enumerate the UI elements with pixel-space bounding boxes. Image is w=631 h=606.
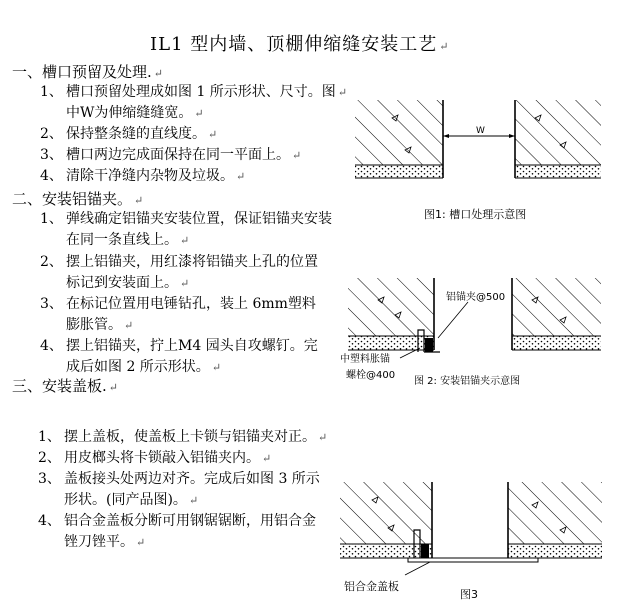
section-heading-1: 一、槽口预留及处理. ↵ bbox=[12, 63, 163, 81]
figure-1 bbox=[355, 100, 601, 178]
list-item: 2、 用皮榔头将卡锁敲入铝锚夹内。 ↵ bbox=[38, 450, 272, 466]
list-item: 3、 槽口两边完成面保持在同一平面上。 ↵ bbox=[40, 147, 302, 163]
list-item: 3、 在标记位置用电锤钻孔，装上 6mm塑料 膨胀管。 ↵ bbox=[40, 296, 316, 333]
cover-plate bbox=[408, 558, 538, 562]
cover-label: 铝合金盖板 bbox=[344, 580, 399, 593]
anchor-clip bbox=[425, 338, 433, 352]
list-item: 4、 清除干净缝内杂物及垃圾。 ↵ bbox=[40, 168, 246, 184]
list-item: 3、 盖板接头处两边对齐。完成后如图 3 所示 形状。(同产品图)。 ↵ bbox=[38, 471, 320, 508]
list-item: 1、 槽口预留处理成如图 1 所示形状、尺寸。图 ↵ 中W为伸缩缝缝宽。 ↵ bbox=[40, 84, 348, 121]
page-title: IL1 型内墙、顶棚伸缩缝安装工艺 ↵ bbox=[150, 34, 450, 55]
w-label: W bbox=[476, 126, 485, 136]
anchor-label: 铝锚夹@500 bbox=[446, 292, 506, 303]
figure-3 bbox=[340, 482, 602, 575]
list-item: 1、 弹线确定铝锚夹安装位置，保证铝锚夹安装 在同一条直线上。 ↵ bbox=[40, 211, 332, 248]
figure-3-caption: 图3 bbox=[460, 588, 478, 601]
list-item: 4、 铝合金盖板分断可用钢锯锯断，用铝合金 锉刀锉平。 ↵ bbox=[38, 513, 316, 550]
section-heading-2: 二、安装铝锚夹。 ↵ bbox=[12, 190, 144, 208]
section-heading-3: 三、安装盖板. ↵ bbox=[12, 377, 118, 395]
plug-label-2: 螺栓@400 bbox=[346, 370, 396, 381]
plug-label-1: 中塑料胀锚 bbox=[340, 354, 390, 365]
list-item: 1、 摆上盖板，使盖板上卡锁与铝锚夹对正。 ↵ bbox=[38, 429, 328, 445]
figure-2-caption: 图 2: 安装铝锚夹示意图 bbox=[414, 376, 521, 387]
list-item: 2、 摆上铝锚夹，用红漆将铝锚夹上孔的位置 标记到安装面上。 ↵ bbox=[40, 254, 318, 291]
figure-2 bbox=[348, 278, 601, 358]
figure-1-caption: 图1: 槽口处理示意图 bbox=[424, 208, 527, 221]
list-item: 4、 摆上铝锚夹，拧上M4 园头自攻螺钉。完 成后如图 2 所示形状。 ↵ bbox=[40, 338, 318, 375]
list-item: 2、 保持整条缝的直线度。 ↵ bbox=[40, 126, 218, 142]
